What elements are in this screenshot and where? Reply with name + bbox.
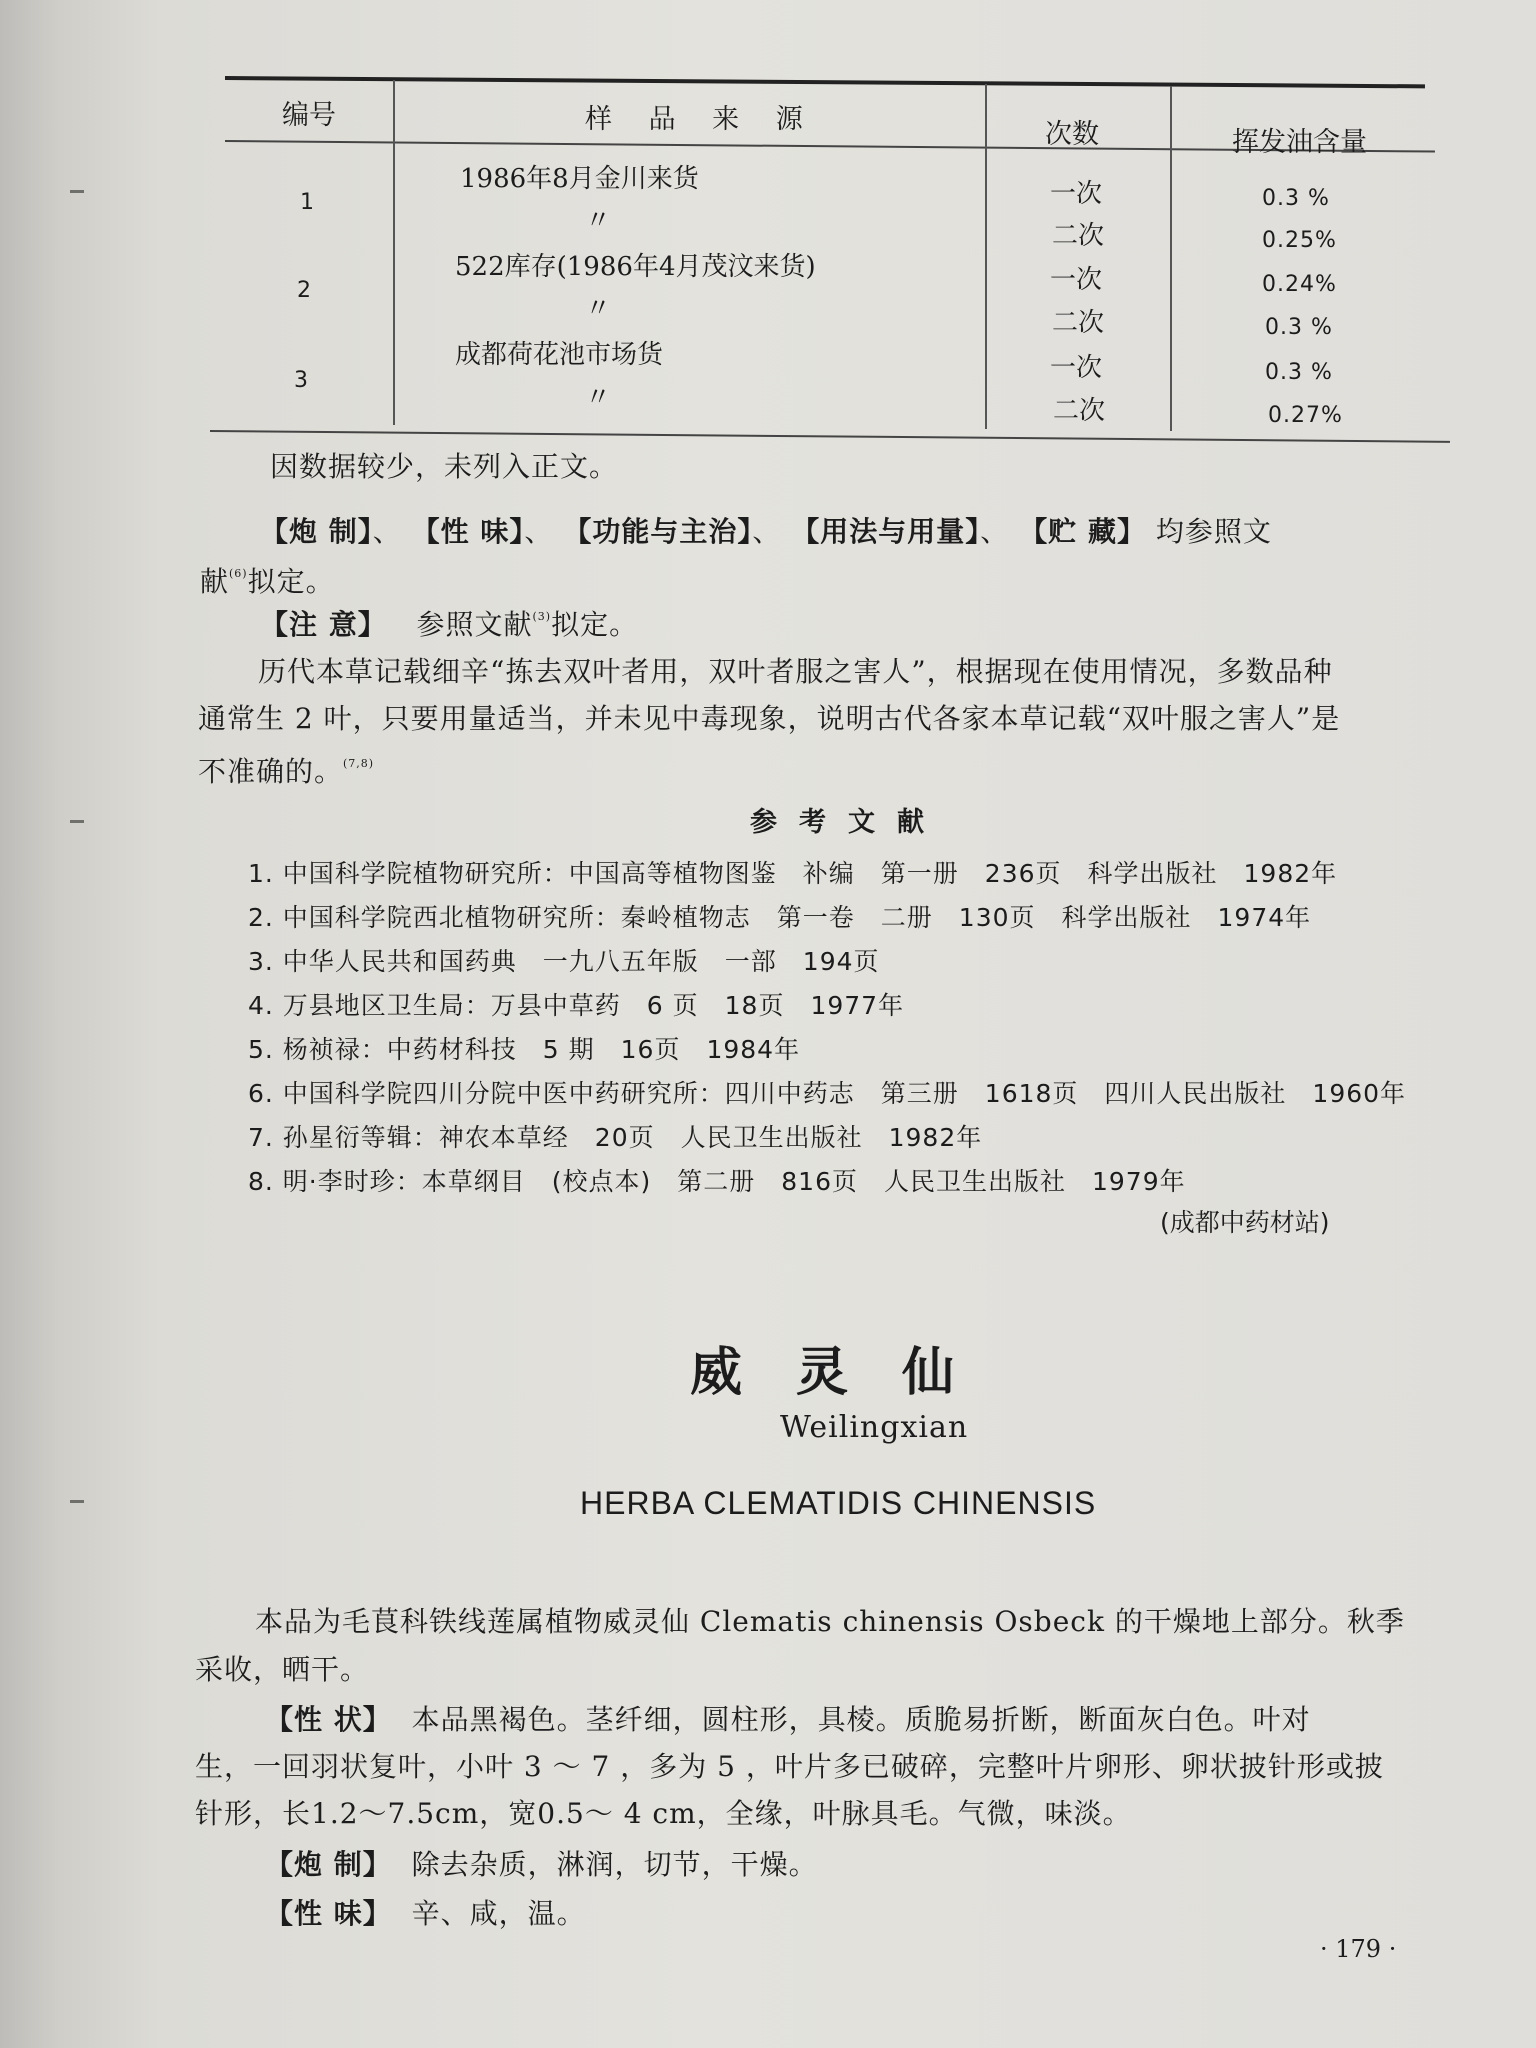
section-tag: 【性 状】 bbox=[265, 1703, 392, 1736]
header-oil-content: 挥发油含量 bbox=[1232, 127, 1367, 158]
reference-item: 7. 孙星衍等辑：神农本草经 20页 人民卫生出版社 1982年 bbox=[248, 1123, 983, 1152]
history-line: 通常生 2 叶，只要用量适当，并未见中毒现象，说明古代各家本草记载“双叶服之害人”是 bbox=[198, 702, 1341, 735]
header-sample-source: 样 品 来 源 bbox=[585, 104, 817, 135]
table-column-divider bbox=[393, 80, 395, 425]
property-flavor: 【性 味】 辛、咸，温。 bbox=[265, 1897, 586, 1930]
reference-item: 3. 中华人民共和国药典 一九八五年版 一部 194页 bbox=[248, 947, 880, 976]
reference-item: 1. 中国科学院植物研究所：中国高等植物图鉴 补编 第一册 236页 科学出版社 1982年 bbox=[248, 859, 1338, 888]
header-number: 编号 bbox=[282, 100, 336, 131]
oil-value: 0.3 % bbox=[1265, 360, 1333, 385]
section-tag: 【炮 制】 bbox=[260, 515, 373, 548]
processing-method: 【炮 制】 除去杂质，淋润，切节，干燥。 bbox=[265, 1848, 818, 1881]
character-line: 生，一回羽状复叶，小叶 3 ～ 7 ，多为 5 ，叶片多已破碎，完整叶片卵形、卵状披针形或披 bbox=[195, 1750, 1384, 1783]
reference-list bbox=[248, 852, 1406, 1204]
table-top-rule bbox=[225, 76, 1425, 88]
oil-value: 0.24% bbox=[1262, 272, 1337, 297]
reference-item: 2. 中国科学院西北植物研究所：秦岭植物志 第一卷 二册 130页 科学出版社 1974年 bbox=[248, 903, 1312, 932]
monograph-title: 威灵仙 bbox=[690, 1343, 1009, 1403]
row-number: 3 bbox=[294, 368, 309, 393]
times: 一次 bbox=[1050, 353, 1103, 383]
table-bottom-rule bbox=[210, 430, 1450, 443]
table-column-divider bbox=[985, 84, 987, 429]
citation: (3) bbox=[532, 610, 552, 623]
section-tag: 【炮 制】 bbox=[265, 1848, 392, 1881]
citation: (7,8) bbox=[343, 757, 375, 770]
history-line: 历代本草记载细辛“拣去双叶者用，双叶者服之害人”，根据现在使用情况，多数品种 bbox=[258, 655, 1333, 688]
row-number: 2 bbox=[297, 278, 312, 303]
character-line: 针形，长1.2～7.5cm，宽0.5～ 4 cm，全缘，叶脉具毛。气微，味淡。 bbox=[195, 1797, 1132, 1830]
oil-value: 0.25% bbox=[1262, 228, 1337, 253]
section-tag: 【功能与主治】 bbox=[563, 515, 753, 548]
references-title: 参考文献 bbox=[750, 807, 946, 838]
sample-source: 成都荷花池市场货 bbox=[455, 340, 664, 370]
intro-line: 采收，晒干。 bbox=[195, 1653, 370, 1686]
oil-value: 0.3 % bbox=[1265, 315, 1333, 340]
times: 二次 bbox=[1052, 221, 1105, 251]
reference-item: 5. 杨祯禄：中药材科技 5 期 16页 1984年 bbox=[248, 1035, 801, 1064]
section-tag: 【用法与用量】 bbox=[791, 515, 981, 548]
intro-line: 本品为毛茛科铁线莲属植物威灵仙 Clematis chinensis Osbeck 的干燥地上部分。秋季 bbox=[255, 1605, 1405, 1638]
sample-source: 〃 bbox=[585, 206, 612, 236]
monograph-pinyin: Weilingxian bbox=[780, 1410, 969, 1445]
times: 一次 bbox=[1050, 179, 1103, 209]
sample-source: 〃 bbox=[585, 383, 612, 413]
section-tag: 【贮 藏】 bbox=[1019, 515, 1146, 548]
header-times: 次数 bbox=[1045, 119, 1099, 150]
times: 一次 bbox=[1050, 265, 1103, 295]
history-line: 不准确的。$^{(7,8)}$ bbox=[198, 755, 375, 788]
times: 二次 bbox=[1053, 396, 1106, 426]
character-paragraph: 【性 状】 本品黑褐色。茎纤细，圆柱形，具棱。质脆易折断，断面灰白色。叶对 bbox=[265, 1703, 1311, 1736]
times: 二次 bbox=[1052, 308, 1105, 338]
section-tag: 【性 味】 bbox=[411, 515, 525, 548]
reference-author: (成都中药材站) bbox=[1160, 1208, 1330, 1237]
sample-source: 〃 bbox=[585, 294, 612, 324]
processing-paragraph-cont: 献$^{(6)}$拟定。 bbox=[200, 565, 335, 598]
citation: (6) bbox=[229, 567, 248, 580]
sample-source: 1986年8月金川来货 bbox=[460, 164, 699, 194]
row-number: 1 bbox=[300, 190, 315, 215]
reference-item: 8. 明·李时珍：本草纲目 (校点本) 第二册 816页 人民卫生出版社 1979年 bbox=[248, 1167, 1186, 1196]
oil-value: 0.27% bbox=[1268, 403, 1343, 428]
oil-value: 0.3 % bbox=[1262, 186, 1330, 211]
sample-source: 522库存(1986年4月茂汶来货) bbox=[455, 252, 816, 282]
section-tag: 【注 意】 bbox=[260, 608, 387, 641]
caution-paragraph: 【注 意】 参照文献$^{(3)}$拟定。 bbox=[260, 608, 639, 641]
page-number: · 179 · bbox=[1320, 1935, 1397, 1963]
reference-item: 6. 中国科学院四川分院中医中药研究所：四川中药志 第三册 1618页 四川人民出版社 1960年 bbox=[248, 1079, 1407, 1108]
reference-item: 4. 万县地区卫生局：万县中草药 6 页 18页 1977年 bbox=[248, 991, 905, 1020]
note-paragraph: 因数据较少，未列入正文。 bbox=[270, 450, 619, 483]
processing-paragraph: 【炮 制】、 【性 味】、 【功能与主治】、 【用法与用量】、 【贮 藏】 均参照文 bbox=[260, 515, 1272, 548]
table-column-divider bbox=[1170, 86, 1172, 431]
monograph-latin-name: HERBA CLEMATIDIS CHINENSIS bbox=[580, 1485, 1097, 1521]
section-tag: 【性 味】 bbox=[265, 1897, 392, 1930]
